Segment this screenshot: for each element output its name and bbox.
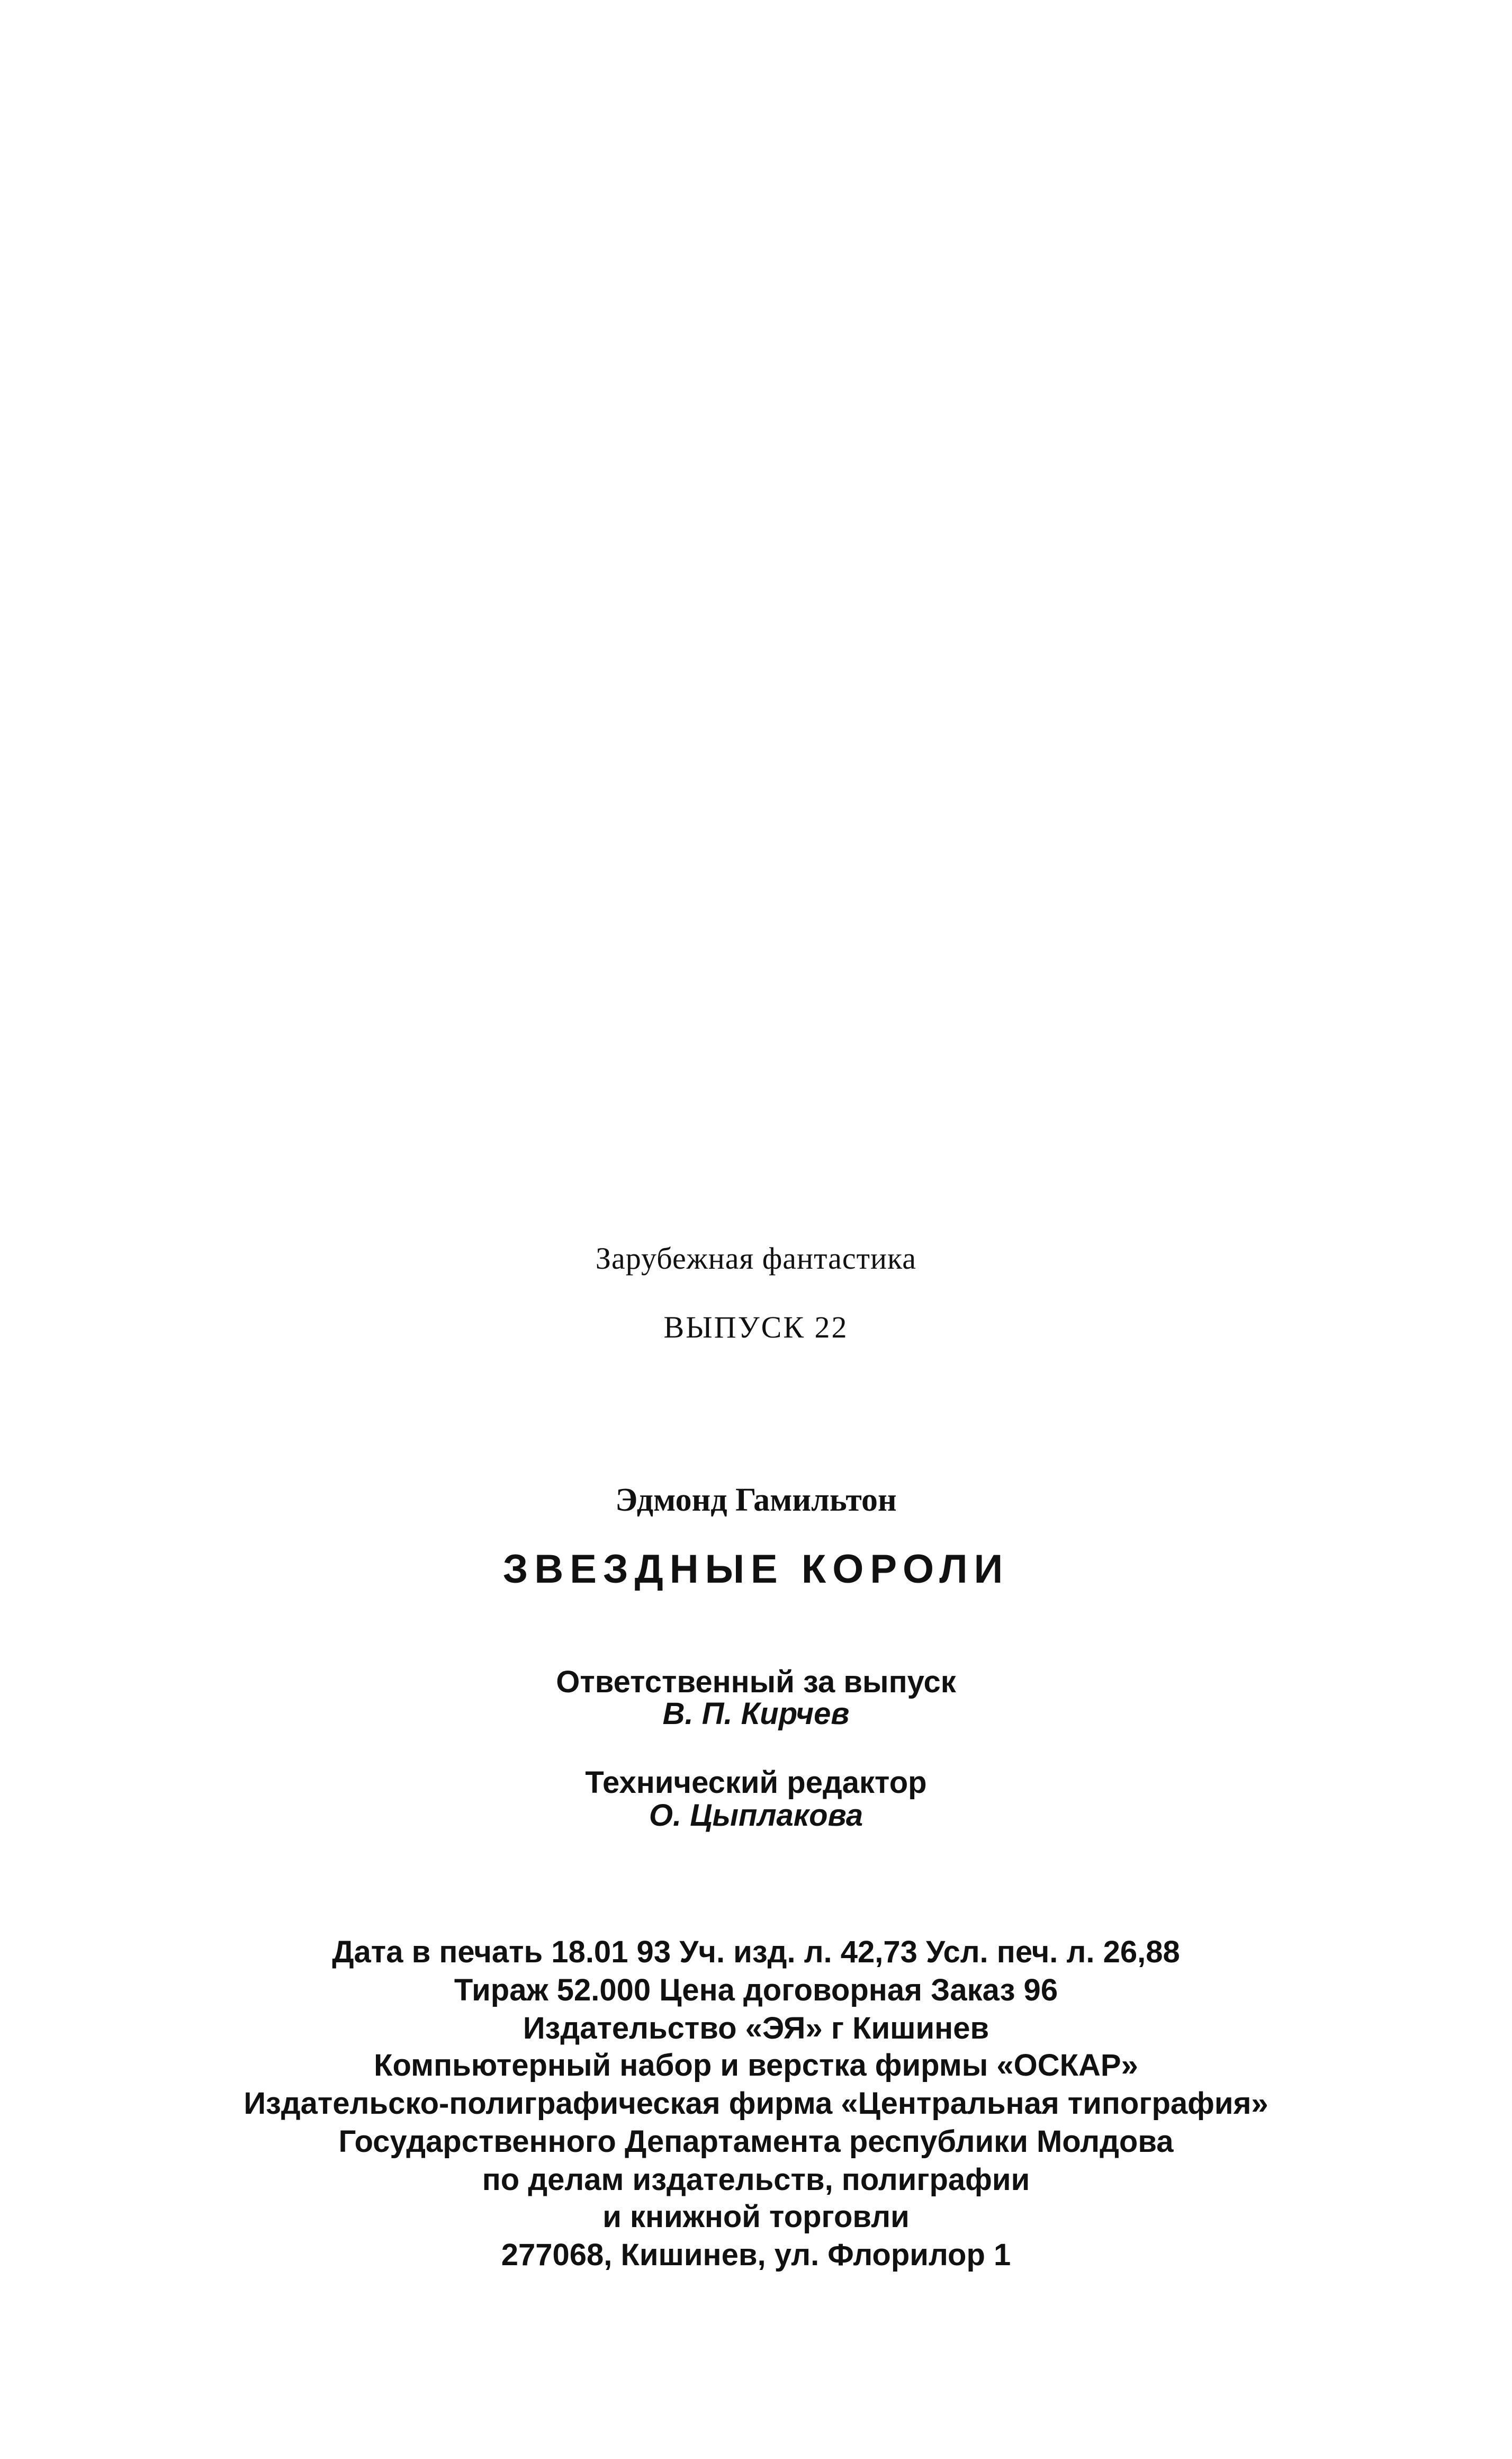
imprint-print-data: Дата в печать 18.01 93 Уч. изд. л. 42,73 Усл. печ. л. 26,88 <box>332 1935 1180 1969</box>
book-title: ЗВЕЗДНЫЕ КОРОЛИ <box>502 1547 1010 1592</box>
imprint-printing-house: Издательско-полиграфическая фирма «Центральная типография» <box>244 2086 1268 2121</box>
credit-person-release: В. П. Кирчев <box>662 1697 850 1731</box>
book-author: Эдмонд Гамильтон <box>615 1482 897 1518</box>
series-name: Зарубежная фантастика <box>595 1241 917 1276</box>
credit-person-tech-editor: О. Цыплакова <box>649 1798 863 1833</box>
imprint-department-end: и книжной торговли <box>602 2200 910 2234</box>
imprint-address: 277068, Кишинев, ул. Флорилор 1 <box>501 2238 1011 2272</box>
imprint-department-cont: по делам издательств, полиграфии <box>482 2162 1030 2197</box>
credit-role-release: Ответственный за выпуск <box>556 1665 956 1699</box>
credit-role-tech-editor: Технический редактор <box>585 1765 927 1800</box>
imprint-circulation: Тираж 52.000 Цена договорная Заказ 96 <box>454 1973 1058 2007</box>
issue-number: ВЫПУСК 22 <box>663 1310 849 1344</box>
imprint-publisher: Издательство «ЭЯ» г Кишинев <box>523 2011 989 2045</box>
imprint-typesetting: Компьютерный набор и верстка фирмы «ОСКАР» <box>374 2048 1138 2083</box>
imprint-department: Государственного Департамента республики Молдова <box>338 2124 1174 2159</box>
